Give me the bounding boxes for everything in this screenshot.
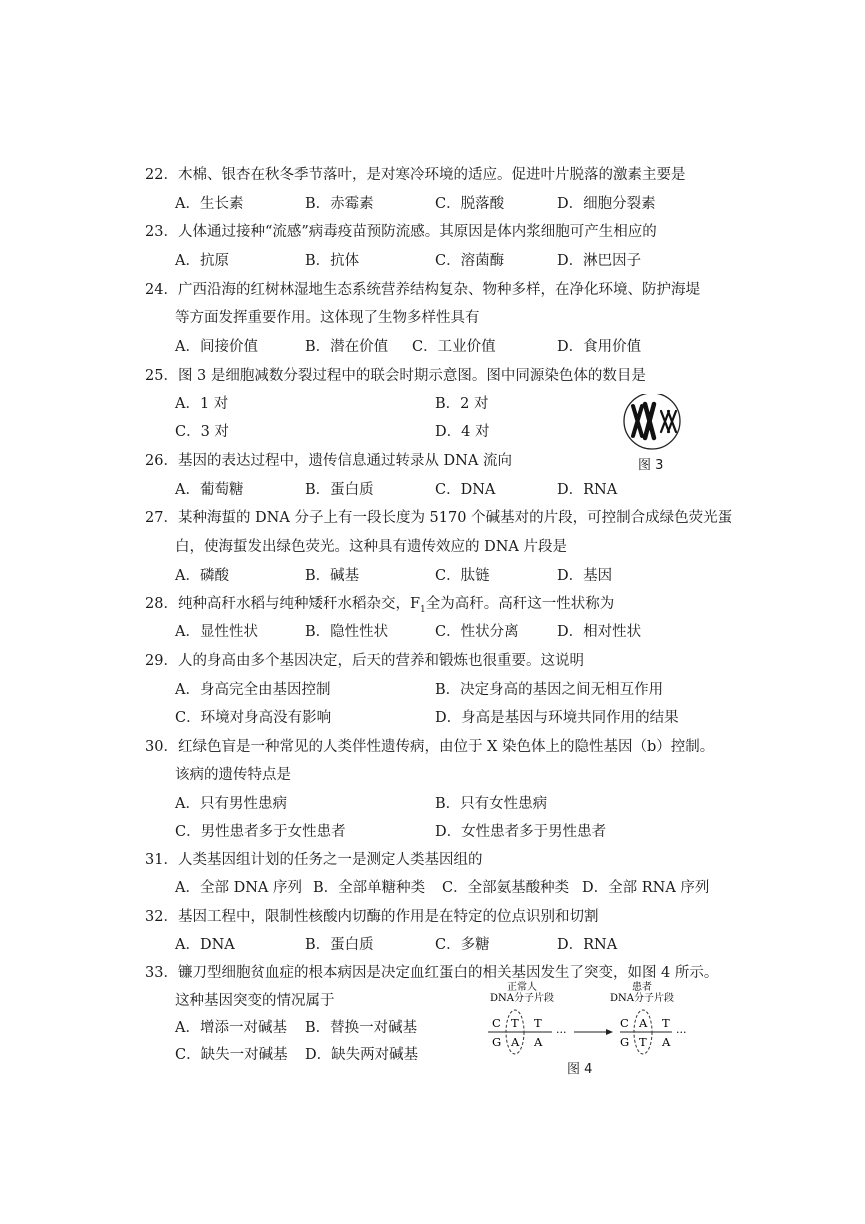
- q28-stem-part1: 28．纯种高秆水稻与纯种矮秆水稻杂交，F: [145, 596, 421, 612]
- q30-option-c: C．男性患者多于女性患者: [175, 824, 346, 840]
- q29-option-c: C．环境对身高没有影响: [175, 710, 332, 726]
- fig4-patient-label-2: DNA分子片段: [610, 993, 674, 1004]
- q29-option-d: D．身高是基因与环境共同作用的结果: [435, 710, 679, 726]
- question-30-stem-cont: 该病的遗传特点是: [175, 767, 291, 783]
- q24-option-c: C．工业价值: [412, 339, 496, 355]
- question-32-stem: 32．基因工程中，限制性核酸内切酶的作用是在特定的位点识别和切割: [145, 909, 599, 925]
- q25-option-d: D．4 对: [435, 424, 490, 440]
- fig4-patient-bottom-3: A: [662, 1035, 671, 1049]
- q24-option-d: D．食用价值: [557, 339, 642, 355]
- q30-option-a: A．只有男性患病: [175, 796, 287, 812]
- question-33-stem: 33．镰刀型细胞贫血症的根本病因是决定血红蛋白的相关基因发生了突变，如图 4 所示。: [145, 965, 719, 981]
- question-33-stem-cont: 这种基因突变的情况属于: [175, 993, 335, 1009]
- q29-option-b: B．决定身高的基因之间无相互作用: [435, 682, 664, 698]
- fig4-dots-2: ···: [676, 1026, 687, 1039]
- fig4-normal-bottom-3: A: [534, 1035, 543, 1049]
- q31-option-d: D．全部 RNA 序列: [582, 880, 710, 896]
- figure-3-caption: 图 3: [638, 458, 664, 473]
- question-27-stem: 27．某种海蜇的 DNA 分子上有一段长度为 5170 个碱基对的片段，可控制合成绿色荧光蛋: [145, 510, 733, 526]
- fig4-normal-bottom-2: A: [511, 1035, 520, 1049]
- fig4-patient-top-1: C: [620, 1016, 629, 1030]
- fig4-patient-bottom-2: T: [639, 1035, 647, 1049]
- q22-option-a: A．生长素: [175, 196, 244, 212]
- q26-option-c: C．DNA: [435, 482, 496, 498]
- q23-option-a: A．抗原: [175, 253, 229, 269]
- fig4-patient-top-2: A: [639, 1016, 648, 1030]
- fig4-normal-top-2: T: [511, 1016, 519, 1030]
- question-30-stem: 30．红绿色盲是一种常见的人类伴性遗传病，由位于 X 染色体上的隐性基因（b）控制。: [145, 739, 715, 755]
- q26-option-a: A．葡萄糖: [175, 482, 244, 498]
- fig4-normal-top-3: T: [534, 1016, 542, 1030]
- q32-option-c: C．多糖: [435, 937, 490, 953]
- question-31-stem: 31．人类基因组计划的任务之一是测定人类基因组的: [145, 852, 483, 868]
- question-25-stem: 25．图 3 是细胞减数分裂过程中的联会时期示意图。图中同源染色体的数目是: [145, 368, 646, 384]
- fig4-patient-bottom-1: G: [620, 1035, 630, 1049]
- q28-stem-part2: 全为高秆。高秆这一性状称为: [425, 596, 615, 612]
- fig4-normal-label-1: 正常人: [507, 982, 537, 993]
- q25-option-c: C．3 对: [175, 424, 229, 440]
- q23-option-d: D．淋巴因子: [557, 253, 642, 269]
- q31-option-a: A．全部 DNA 序列: [175, 880, 302, 896]
- fig4-dots-1: ···: [556, 1026, 567, 1039]
- question-28-stem: [145, 594, 614, 620]
- figure-4-caption: 图 4: [567, 1062, 593, 1077]
- q23-option-c: C．溶菌酶: [435, 253, 505, 269]
- q28-option-b: B．隐性性状: [305, 624, 389, 640]
- question-24-stem: 24．广西沿海的红树林湿地生态系统营养结构复杂、物种多样，在净化环境、防护海堤: [145, 282, 700, 298]
- q28-option-c: C．性状分离: [435, 624, 519, 640]
- question-29-stem: 29．人的身高由多个基因决定，后天的营养和锻炼也很重要。这说明: [145, 653, 584, 669]
- q28-subscript: 1: [420, 604, 426, 615]
- q31-option-c: C．全部氨基酸种类: [442, 880, 570, 896]
- fig4-patient-top-3: T: [662, 1016, 670, 1030]
- q27-option-b: B．碱基: [305, 568, 360, 584]
- q30-option-b: B．只有女性患病: [435, 796, 548, 812]
- fig4-normal-bottom-1: G: [492, 1035, 502, 1049]
- question-24-stem-cont: 等方面发挥重要作用。这体现了生物多样性具有: [175, 310, 480, 326]
- q25-option-b: B．2 对: [435, 396, 489, 412]
- q29-option-a: A．身高完全由基因控制: [175, 682, 331, 698]
- q31-option-b: B．全部单糖种类: [313, 880, 426, 896]
- q28-option-d: D．相对性状: [557, 624, 642, 640]
- q28-option-a: A．显性性状: [175, 624, 258, 640]
- figure-3-chromosome-diagram: [618, 394, 688, 452]
- q22-option-c: C．脱落酸: [435, 196, 505, 212]
- q33-option-d: D．缺失两对碱基: [305, 1047, 419, 1063]
- q27-option-d: D．基因: [557, 568, 613, 584]
- fig4-normal-label-2: DNA分子片段: [490, 993, 554, 1004]
- q32-option-a: A．DNA: [175, 937, 235, 953]
- q33-option-b: B．替换一对碱基: [305, 1020, 418, 1036]
- q26-option-d: D．RNA: [557, 482, 618, 498]
- question-23-stem: 23．人体通过接种“流感”病毒疫苗预防流感。其原因是体内浆细胞可产生相应的: [145, 224, 657, 240]
- q25-option-a: A．1 对: [175, 396, 229, 412]
- q33-option-a: A．增添一对碱基: [175, 1020, 287, 1036]
- question-26-stem: 26．基因的表达过程中，遗传信息通过转录从 DNA 流向: [145, 453, 512, 469]
- fig4-normal-top-1: C: [492, 1016, 501, 1030]
- q23-option-b: B．抗体: [305, 253, 360, 269]
- q27-option-c: C．肽链: [435, 568, 490, 584]
- q27-option-a: A．磷酸: [175, 568, 229, 584]
- q24-option-a: A．间接价值: [175, 339, 258, 355]
- q32-option-d: D．RNA: [557, 937, 618, 953]
- q33-option-c: C．缺失一对碱基: [175, 1047, 288, 1063]
- question-27-stem-cont: 白，使海蜇发出绿色荧光。这种具有遗传效应的 DNA 片段是: [175, 539, 568, 555]
- q22-option-d: D．细胞分裂素: [557, 196, 656, 212]
- q26-option-b: B．蛋白质: [305, 482, 374, 498]
- q32-option-b: B．蛋白质: [305, 937, 374, 953]
- q30-option-d: D．女性患者多于男性患者: [435, 824, 607, 840]
- fig4-arrow-head: [606, 1029, 613, 1035]
- fig4-patient-label-1: 患者: [632, 982, 652, 993]
- question-22-stem: 22．木棉、银杏在秋冬季节落叶，是对寒冷环境的适应。促进叶片脱落的激素主要是: [145, 167, 686, 183]
- q22-option-b: B．赤霉素: [305, 196, 374, 212]
- q24-option-b: B．潜在价值: [305, 339, 389, 355]
